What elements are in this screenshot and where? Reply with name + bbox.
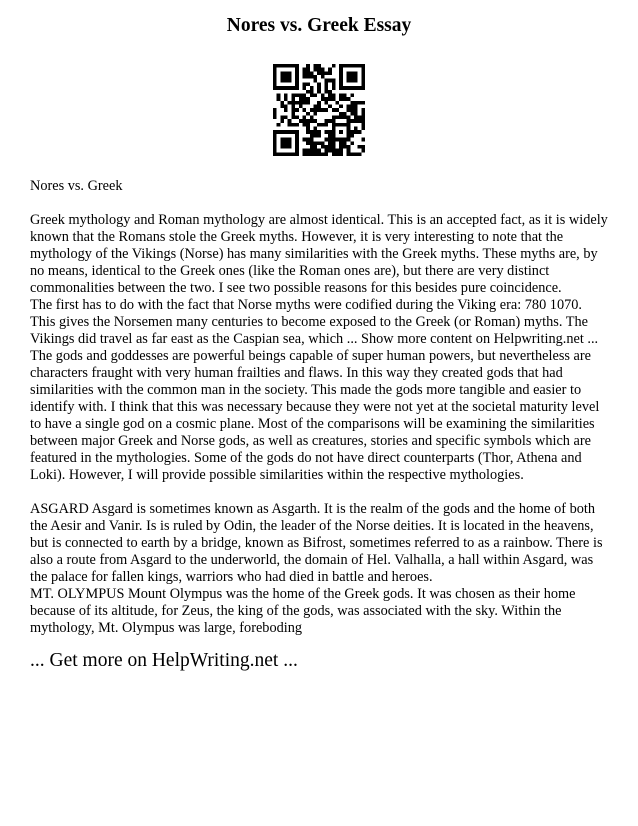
helpwriting-link[interactable]: ... Get more on HelpWriting.net ... (30, 650, 298, 671)
body-paragraph: The first has to do with the fact that Norse myths were codified during the Viking era: 780 1070. This gives the Norsemen many centuries to become exposed to the Greek (or Roman) myths. The Vikings did travel as far east as the Caspian sea, which ... Show more content on Helpwriting.net ... (30, 297, 599, 347)
document-body (30, 212, 610, 637)
body-paragraph: MT. OLYMPUS Mount Olympus was the home of the Greek gods. It was chosen as their home because of its altitude, for Zeus, the king of the gods, was associated with the sky. Within the mythology, Mt. Olympus was large, foreboding (30, 586, 576, 636)
body-paragraph: ASGARD Asgard is sometimes known as Asgarth. It is the realm of the gods and the home of both the Aesir and Vanir. Is is ruled by Odin, the leader of the Norse deities. It is located in the heavens, but is connected to earth by a bridge, known as Bifrost, sometimes referred to as a rainbow. There is also a route from Asgard to the underworld, the domain of Hel. Valhalla, a hall within Asgard, was the palace for fallen kings, warriors who had died in battle and heroes. (30, 501, 603, 585)
body-paragraph: Greek mythology and Roman mythology are almost identical. This is an accepted fact, as it is widely known that the Romans stole the Greek myths. However, it is very interesting to note that the mythology of the Vikings (Norse) has many similarities with the Greek myths. These myths are, by no means, identical to the Greek ones (like the Roman ones are), but there are very distinct commonalities between the two. I see two possible reasons for this besides pure coincidence. (30, 212, 608, 296)
document-subtitle: Nores vs. Greek (30, 178, 123, 194)
document-title: Nores vs. Greek Essay (226, 15, 412, 36)
body-paragraph: The gods and goddesses are powerful beings capable of super human powers, but nevertheless are characters fraught with very human frailties and flaws. In this way they created gods that had similarities with the common man in the society. This made the gods more tangible and easier to identify with. I think that this was necessary because they were not yet at the societal maturity level to have a single god on a cosmic plane. Most of the comparisons will be examining the similarities between major Greek and Norse gods, as well as creatures, stories and specific symbols which are featured in the mythologies. Some of the gods do not have direct counterparts (Thor, Athena and Loki). However, I will provide possible similarities within the respective mythologies. (30, 348, 600, 483)
qr-code-icon (273, 64, 365, 156)
